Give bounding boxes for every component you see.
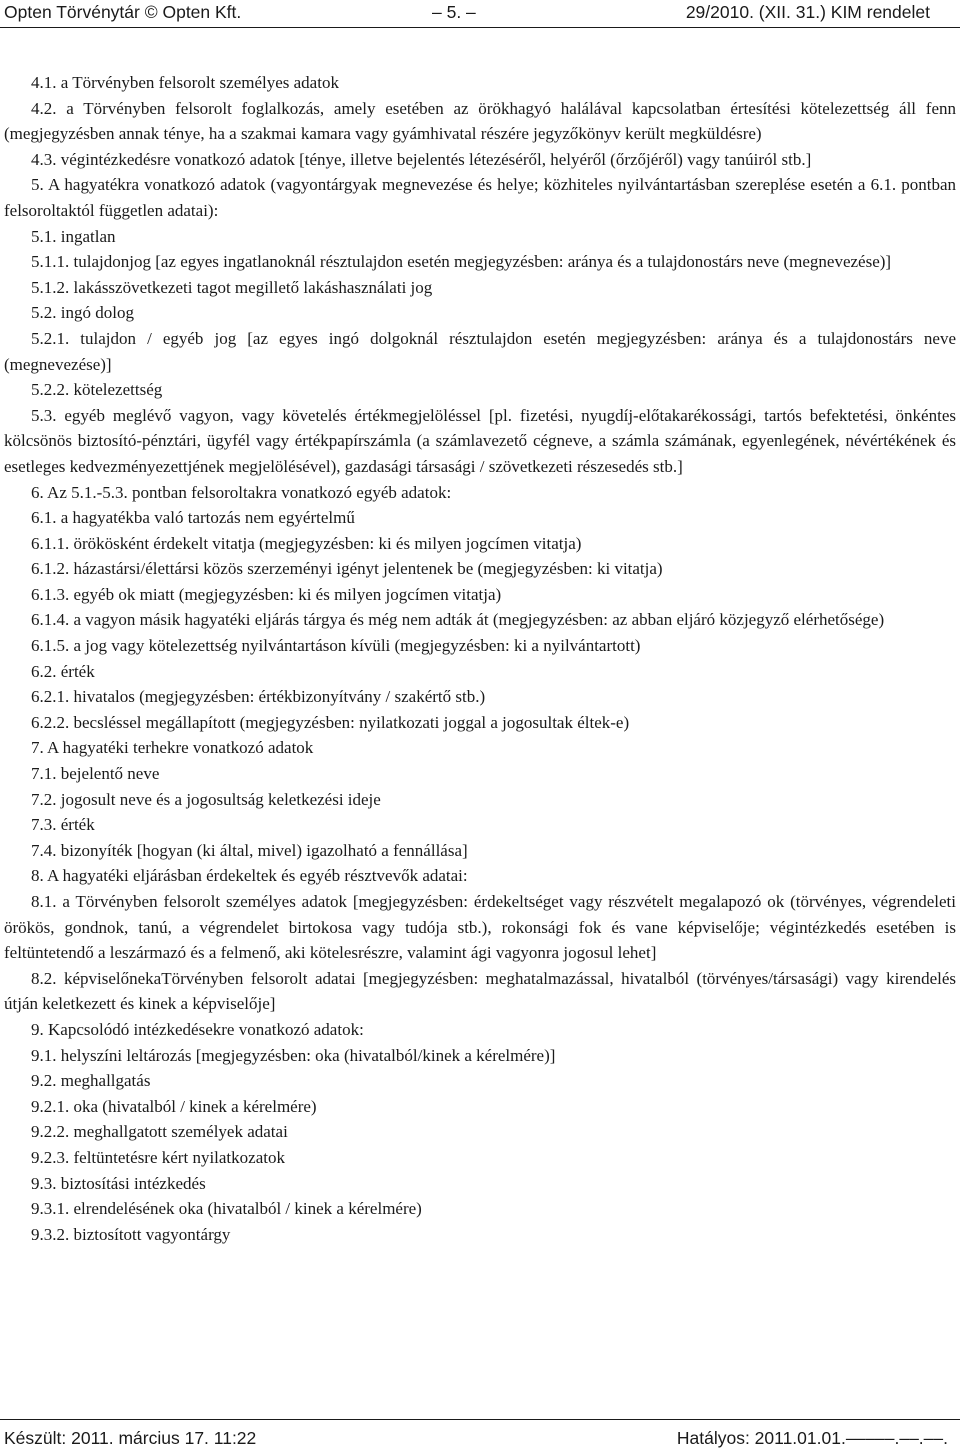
paragraph-5-1-2: 5.1.2. lakásszövetkezeti tagot megillető lakáshasználati jog xyxy=(31,277,433,297)
paragraph-6: 6. Az 5.1.-5.3. pontban felsoroltakra vonatkozó egyéb adatok: xyxy=(31,482,452,502)
paragraph-6-2-1: 6.2.1. hivatalos (megjegyzésben: értékbizonyítvány / szakértő stb.) xyxy=(31,687,486,707)
footer-effective-date: Hatályos: 2011.01.01.–––––.––.––. xyxy=(676,1428,948,1448)
paragraph-8-1: 8.1. a Törvényben felsorolt személyes adatok [megjegyzésben: érdekeltséget vagy részvételt megalapozó ok (törvényes, végrendeleti örökös, gondnok, tanú, a végrendelet birtokosa vagy tudója stb.), rokonsági fok és vane képviselője; végintézkedés esetében is feltüntetendő a leszármazó és a felmenő, aki kötelesrészre, valamint ági vagyonra jogosul lehet] xyxy=(4,892,956,963)
header-page-number: – 5. – xyxy=(432,2,476,22)
paragraph-6-1-1: 6.1.1. örökösként érdekelt vitatja (megjegyzésben: ki és milyen jogcímen vitatja) xyxy=(31,533,582,553)
paragraph-8: 8. A hagyatéki eljárásban érdekeltek és egyéb résztvevők adatai: xyxy=(31,866,468,886)
document-body xyxy=(4,70,956,1247)
footer-created-date: Készült: 2011. március 17. 11:22 xyxy=(4,1428,257,1448)
paragraph-6-1: 6.1. a hagyatékba való tartozás nem egyértelmű xyxy=(31,508,355,528)
paragraph-9-2-1: 9.2.1. oka (hivatalból / kinek a kérelmére) xyxy=(31,1096,317,1116)
paragraph-7-1: 7.1. bejelentő neve xyxy=(31,764,160,784)
paragraph-6-1-2: 6.1.2. házastársi/élettársi közös szerzeményi igényt jelentenek be (megjegyzésben: ki vitatja) xyxy=(31,559,663,579)
paragraph-5-2-2: 5.2.2. kötelezettség xyxy=(31,380,163,400)
header-rule xyxy=(0,27,960,28)
paragraph-4-1: 4.1. a Törvényben felsorolt személyes adatok xyxy=(31,73,339,92)
paragraph-5-1-1: 5.1.1. tulajdonjog [az egyes ingatlanoknál résztulajdon esetén megjegyzésben: aránya és a tulajdonostárs neve (megnevezése)] xyxy=(31,252,892,272)
paragraph-8-2: 8.2. képviselőnekaTörvényben felsorolt adatai [megjegyzésben: meghatalmazással, hivatalból (törvényes/társasági) vagy kirendelés útján keletkezett és kinek a képviselője] xyxy=(4,968,956,1014)
paragraph-7: 7. A hagyatéki terhekre vonatkozó adatok xyxy=(31,738,314,758)
paragraph-4-3: 4.3. végintézkedésre vonatkozó adatok [ténye, illetve bejelentés létezéséről, helyéről (őrzőjéről) vagy tanúiról stb.] xyxy=(31,149,812,169)
footer-rule xyxy=(0,1419,960,1420)
paragraph-7-3: 7.3. érték xyxy=(31,815,95,835)
paragraph-5-2-1: 5.2.1. tulajdon / egyéb jog [az egyes ingó dolgoknál résztulajdon esetén megjegyzésben: aránya és a tulajdonostárs neve (megnevezése)] xyxy=(4,328,956,374)
paragraph-7-2: 7.2. jogosult neve és a jogosultság keletkezési ideje xyxy=(31,789,381,809)
paragraph-6-2-2: 6.2.2. becsléssel megállapított (megjegyzésben: nyilatkozati joggal a jogosultak éltek-e) xyxy=(31,712,630,732)
paragraph-9-2-2: 9.2.2. meghallgatott személyek adatai xyxy=(31,1122,288,1142)
paragraph-5-2: 5.2. ingó dolog xyxy=(31,303,134,323)
paragraph-9-3-1: 9.3.1. elrendelésének oka (hivatalból / kinek a kérelmére) xyxy=(31,1199,422,1219)
paragraph-9-1: 9.1. helyszíni leltározás [megjegyzésben: oka (hivatalból/kinek a kérelmére)] xyxy=(31,1045,556,1065)
paragraph-7-4: 7.4. bizonyíték [hogyan (ki által, mivel) igazolható a fennállása] xyxy=(31,840,468,860)
page-header xyxy=(0,0,960,30)
paragraph-6-1-4: 6.1.4. a vagyon másik hagyatéki eljárás tárgya és még nem adták át (megjegyzésben: az abban eljáró közjegyző elérhetősége) xyxy=(31,610,885,630)
header-publisher: Opten Törvénytár © Opten Kft. xyxy=(4,2,242,22)
paragraph-9-3-2: 9.3.2. biztosított vagyontárgy xyxy=(31,1224,231,1244)
paragraph-5-1: 5.1. ingatlan xyxy=(31,226,116,246)
paragraph-6-2: 6.2. érték xyxy=(31,661,95,681)
paragraph-9-2: 9.2. meghallgatás xyxy=(31,1071,151,1091)
paragraph-5-3: 5.3. egyéb meglévő vagyon, vagy követelés értékmegjelöléssel [pl. fizetési, nyugdíj-előtakarékossági, tartós befektetési, önkéntes kölcsönös biztosító-pénztári, ügyfél vagy értékpapírszámla (a számlavezető cégneve, a számla számának, egyenlegének, névértékének és esetleges kedvezményezettjének megjelölésével), gazdasági társasági / szövetkezeti részesedés stb.] xyxy=(4,405,956,476)
paragraph-6-1-3: 6.1.3. egyéb ok miatt (megjegyzésben: ki és milyen jogcímen vitatja) xyxy=(31,584,502,604)
paragraph-9-3: 9.3. biztosítási intézkedés xyxy=(31,1173,206,1193)
paragraph-4-2: 4.2. a Törvényben felsorolt foglalkozás, amely esetében az örökhagyó halálával kapcsolatban értesítési kötelezettség áll fenn (megjegyzésben annak ténye, ha a szakmai kamara vagy gyámhivatal részére jegyzőkönyv került megküldésre) xyxy=(4,98,956,144)
header-document-title: 29/2010. (XII. 31.) KIM rendelet xyxy=(685,2,930,22)
paragraph-5: 5. A hagyatékra vonatkozó adatok (vagyontárgyak megnevezése és helye; közhiteles nyilvántartásban szereplése esetén a 6.1. pontban felsoroltaktól független adatai): xyxy=(4,175,956,220)
page-footer xyxy=(0,1414,960,1451)
paragraph-9: 9. Kapcsolódó intézkedésekre vonatkozó adatok: xyxy=(31,1019,364,1039)
paragraph-6-1-5: 6.1.5. a jog vagy kötelezettség nyilvántartáson kívüli (megjegyzésben: ki a nyilvántartott) xyxy=(31,636,641,656)
paragraph-9-2-3: 9.2.3. feltüntetésre kért nyilatkozatok xyxy=(31,1147,285,1167)
